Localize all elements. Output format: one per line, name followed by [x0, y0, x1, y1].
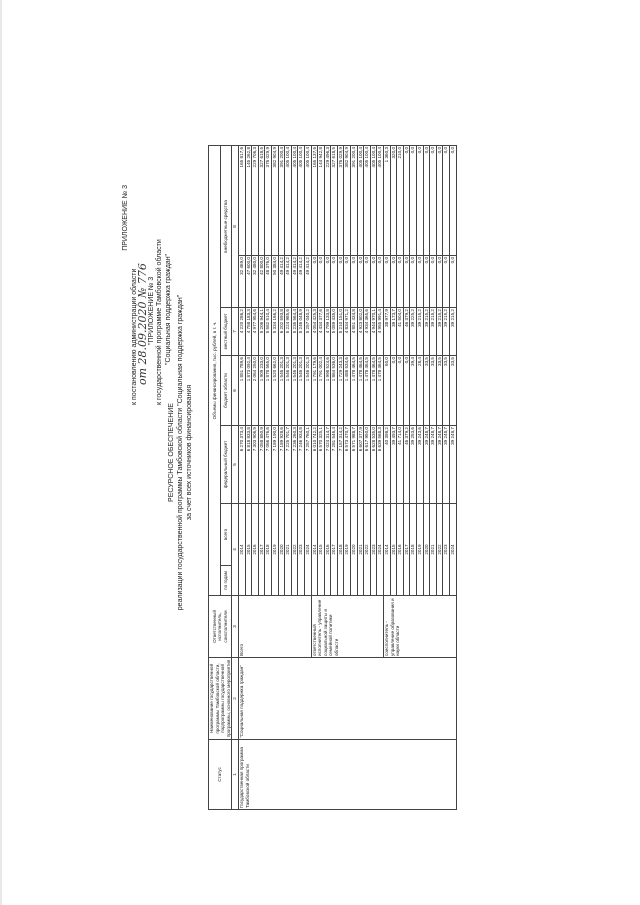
regional-cell: 5 257 040,2 — [304, 308, 311, 356]
appendix-line1: ПРИЛОЖЕНИЕ № 3 — [122, 185, 129, 251]
total-cell: 7 246 934,8 — [298, 426, 305, 504]
year-cell: 2015 — [318, 504, 325, 596]
regional-cell: 4 851 434,8 — [351, 308, 358, 356]
total-cell: 6 571 988,7 — [351, 426, 358, 504]
local-cell: 0,0 — [364, 256, 371, 308]
regional-cell: 5 235 564,4 — [291, 308, 298, 356]
regional-cell: 39 215,2 — [436, 308, 443, 356]
offbudget-cell: 376 029,9 — [265, 146, 272, 256]
appendix-line3: "ПРИЛОЖЕНИЕ № 3 — [147, 276, 155, 345]
year-cell: 2019 — [271, 504, 278, 596]
federal-cell: 1 873 092,4 — [245, 356, 252, 426]
year-cell: 2020 — [351, 504, 358, 596]
offbudget-cell: 0,0 — [430, 146, 437, 256]
offbudget-cell: 391 200,4 — [278, 146, 285, 256]
local-cell: 47 600,0 — [245, 256, 252, 308]
federal-cell: 1 791 002,4 — [318, 356, 325, 426]
col-regional: бюджет области — [220, 356, 232, 426]
regional-cell: 5 089 435,0 — [331, 308, 338, 356]
regional-cell: 39 215,2 — [443, 308, 450, 356]
federal-cell: 33,5 — [436, 356, 443, 426]
appendix-line2: к постановлению администрации области — [130, 268, 138, 405]
federal-cell: 1 909 233,0 — [258, 356, 265, 426]
offbudget-cell: 0,0 — [449, 146, 456, 256]
regional-cell: 38 977,9 — [384, 308, 391, 356]
executor-cell: Всего — [238, 596, 311, 658]
offbudget-cell: 327 618,5 — [331, 146, 338, 256]
total-cell: 39 248,7 — [443, 426, 450, 504]
offbudget-cell: 145 262,8 — [245, 146, 252, 256]
local-cell: 0,0 — [311, 256, 318, 308]
colnum: 1 — [232, 740, 239, 810]
local-cell: 0,0 — [337, 256, 344, 308]
federal-cell: 1 864 536,0 — [331, 356, 338, 426]
local-cell: 0,0 — [423, 256, 430, 308]
year-cell: 2019 — [344, 504, 351, 596]
regional-cell: 4 955 991,4 — [377, 308, 384, 356]
year-cell: 2022 — [364, 504, 371, 596]
doc-subtitle-2: за счет всех источников финансирования — [186, 384, 193, 521]
year-cell: 2017 — [403, 504, 410, 596]
year-cell: 2016 — [252, 504, 259, 596]
federal-cell: 33,5 — [449, 356, 456, 426]
total-cell: 7 189 928,6 — [278, 426, 285, 504]
offbudget-cell: 0,0 — [410, 146, 417, 256]
total-cell: 41 714,0 — [397, 426, 404, 504]
offbudget-cell: 1 360,3 — [384, 146, 391, 256]
year-cell: 2018 — [265, 504, 272, 596]
offbudget-cell: 0,0 — [423, 146, 430, 256]
offbudget-cell: 210,0 — [397, 146, 404, 256]
total-cell: 6 607 377,9 — [357, 426, 364, 504]
offbudget-cell: 0,0 — [436, 146, 443, 256]
year-cell: 2018 — [337, 504, 344, 596]
regional-cell: 41 504,0 — [397, 308, 404, 356]
offbudget-cell: 0,0 — [417, 146, 424, 256]
federal-cell: 1 546 201,3 — [298, 356, 305, 426]
year-cell: 2015 — [245, 504, 252, 596]
federal-cell: 60,0 — [384, 356, 391, 426]
year-cell: 2024 — [449, 504, 456, 596]
federal-cell: 1 998 524,6 — [324, 356, 331, 426]
local-cell: 0,0 — [377, 256, 384, 308]
local-cell: 0,0 — [331, 256, 338, 308]
regional-cell: 46 379,2 — [403, 308, 410, 356]
local-cell: 49 414,2 — [298, 256, 305, 308]
regional-cell: 4 923 802,0 — [357, 308, 364, 356]
total-cell: 46 379,2 — [403, 426, 410, 504]
federal-cell: 1 478 464,5 — [364, 356, 371, 426]
federal-cell: 1 878 565,0 — [265, 356, 272, 426]
total-cell: 6 270 373,4 — [238, 426, 245, 504]
federal-cell: 1 478 464,5 — [357, 356, 364, 426]
offbudget-cell: 405 100,4 — [370, 146, 377, 256]
regional-cell: 4 977 954,6 — [252, 308, 259, 356]
offbudget-cell: 405 100,4 — [357, 146, 364, 256]
federal-cell: 2 064 250,0 — [252, 356, 259, 426]
local-cell: 49 414,2 — [285, 256, 292, 308]
local-cell: 0,0 — [417, 256, 424, 308]
colnum: 7 — [232, 308, 239, 356]
regional-cell: 39 215,2 — [449, 308, 456, 356]
offbudget-cell: 405 100,4 — [291, 146, 298, 256]
year-cell: 2022 — [436, 504, 443, 596]
local-cell: 50 384,0 — [271, 256, 278, 308]
year-cell: 2021 — [285, 504, 292, 596]
year-cell: 2024 — [377, 504, 384, 596]
regional-cell: 4 054 425,3 — [311, 308, 318, 356]
federal-cell: 0,0 — [390, 356, 397, 426]
offbudget-cell: 165 817,6 — [238, 146, 245, 256]
table-row — [238, 146, 245, 810]
col-by-years: по годам — [220, 566, 232, 596]
total-cell: 39 248,7 — [436, 426, 443, 504]
table-body — [238, 146, 456, 810]
year-cell: 2019 — [417, 504, 424, 596]
doc-title: РЕСУРСНОЕ ОБЕСПЕЧЕНИЕ — [168, 403, 175, 502]
handwritten-date-number: от 28.09.2020 № 776 — [136, 263, 149, 385]
local-cell: 0,0 — [443, 256, 450, 308]
total-cell: 39 253,6 — [410, 426, 417, 504]
offbudget-cell: 382 904,9 — [271, 146, 278, 256]
doc-subtitle: реализации государственной программы Тамбовской области "Социальная поддержка граждан" — [177, 294, 184, 611]
year-cell: 2020 — [278, 504, 285, 596]
total-cell: 39 243,6 — [417, 426, 424, 504]
col-local: местный бюджет — [220, 308, 232, 356]
federal-cell: 28,4 — [417, 356, 424, 426]
total-cell: 39 493,7 — [390, 426, 397, 504]
year-cell: 2021 — [430, 504, 437, 596]
year-cell: 2017 — [258, 504, 265, 596]
offbudget-cell: 165 137,6 — [311, 146, 318, 256]
total-cell: 7 257 760,1 — [304, 426, 311, 504]
executor-cell: ответственный исполнитель - управление социальной защиты и семейной политики области — [311, 596, 384, 658]
regional-cell: 4 758 183,3 — [245, 308, 252, 356]
regional-cell: 4 220 286,2 — [238, 308, 245, 356]
regional-cell: 4 799 133,8 — [324, 308, 331, 356]
offbudget-cell: 405 100,4 — [304, 146, 311, 256]
federal-cell: 1 488 534,6 — [344, 356, 351, 426]
regional-cell: 39 225,2 — [410, 308, 417, 356]
federal-cell: 1 546 201,3 — [285, 356, 292, 426]
colnum: 3 — [232, 596, 239, 658]
regional-cell: 4 944 970,1 — [370, 308, 377, 356]
local-cell: 32 480,0 — [252, 256, 259, 308]
federal-cell: 39,4 — [410, 356, 417, 426]
local-cell: 0,0 — [436, 256, 443, 308]
year-cell: 2015 — [390, 504, 397, 596]
year-cell: 2017 — [331, 504, 338, 596]
total-cell: 7 225 701,7 — [285, 426, 292, 504]
regional-cell: 39 215,2 — [417, 308, 424, 356]
total-cell: 39 248,7 — [423, 426, 430, 504]
federal-cell: 0,0 — [403, 356, 410, 426]
total-cell: 6 639 568,3 — [377, 426, 384, 504]
resource-table — [208, 145, 457, 810]
local-cell: 0,0 — [410, 256, 417, 308]
local-cell: 0,0 — [318, 256, 325, 308]
total-cell: 6 570 325,1 — [318, 426, 325, 504]
year-cell: 2024 — [304, 504, 311, 596]
colnum: 4 — [232, 504, 239, 596]
executor-cell: соисполнитель - управление образования и науки области — [384, 596, 457, 658]
total-cell: 6 010 742,2 — [311, 426, 318, 504]
year-cell: 2014 — [384, 504, 391, 596]
appendix-header — [122, 175, 173, 405]
col-volumes: Объемы финансирования, тыс. рублей, в т. ч. — [209, 146, 221, 596]
regional-cell: 5 334 166,2 — [271, 308, 278, 356]
regional-cell: 5 246 048,9 — [298, 308, 305, 356]
local-cell: 49 414,2 — [304, 256, 311, 308]
col-executor: Ответственный исполнитель, соисполнители — [209, 596, 232, 658]
local-cell: 32 469,0 — [238, 256, 245, 308]
offbudget-cell: 405 100,4 — [285, 146, 292, 256]
offbudget-cell: 405 100,4 — [377, 146, 384, 256]
regional-cell: 39 215,2 — [430, 308, 437, 356]
regional-cell: 4 834 971,2 — [344, 308, 351, 356]
year-cell: 2023 — [370, 504, 377, 596]
total-cell: 40 398,2 — [384, 426, 391, 504]
status-cell: Государственная программа Тамбовской области — [238, 740, 456, 810]
year-cell: 2014 — [311, 504, 318, 596]
regional-cell: 4 434 377,6 — [318, 308, 325, 356]
col-federal: федеральный бюджет — [220, 426, 232, 504]
year-cell: 2023 — [298, 504, 305, 596]
local-cell: 48 376,0 — [265, 256, 272, 308]
federal-cell: 1 478 464,5 — [377, 356, 384, 426]
federal-cell: 1 478 464,5 — [351, 356, 358, 426]
offbudget-cell: 229 496,3 — [324, 146, 331, 256]
offbudget-cell: 327 618,5 — [258, 146, 265, 256]
local-cell: 0,0 — [449, 256, 456, 308]
offbudget-cell: 391 200,4 — [351, 146, 358, 256]
colnum: 8 — [232, 146, 239, 308]
year-cell: 2016 — [324, 504, 331, 596]
offbudget-cell: 405 100,4 — [364, 146, 371, 256]
federal-cell: 1 520 662,0 — [271, 356, 278, 426]
offbudget-cell: 382 904,9 — [344, 146, 351, 256]
year-cell: 2022 — [291, 504, 298, 596]
offbudget-cell: 229 706,3 — [252, 146, 259, 256]
local-cell: 0,0 — [370, 256, 377, 308]
offbudget-cell: 0,0 — [443, 146, 450, 256]
total-cell: 7 058 850,9 — [258, 426, 265, 504]
offbudget-cell: 0,0 — [403, 146, 410, 256]
regional-cell: 4 934 365,6 — [364, 308, 371, 356]
local-cell: 0,0 — [357, 256, 364, 308]
year-cell: 2021 — [357, 504, 364, 596]
offbudget-cell: 144 942,8 — [318, 146, 325, 256]
federal-cell: 33,5 — [443, 356, 450, 426]
regional-cell: 5 206 944,1 — [258, 308, 265, 356]
local-cell: 0,0 — [384, 256, 391, 308]
year-cell: 2016 — [397, 504, 404, 596]
year-cell: 2020 — [423, 504, 430, 596]
regional-cell: 5 224 985,6 — [285, 308, 292, 356]
federal-cell: 1 478 464,5 — [370, 356, 377, 426]
federal-cell: 0,0 — [397, 356, 404, 426]
local-cell: 49 414,2 — [291, 256, 298, 308]
regional-cell: 5 582 510,4 — [265, 308, 272, 356]
federal-cell: 33,5 — [430, 356, 437, 426]
federal-cell: 33,5 — [423, 356, 430, 426]
federal-cell: 1 546 201,3 — [291, 356, 298, 426]
local-cell: 0,0 — [324, 256, 331, 308]
year-cell: 2023 — [443, 504, 450, 596]
program-name-cell: "Социальная поддержка граждан" — [238, 658, 456, 740]
colnum: 6 — [232, 356, 239, 426]
total-cell: 7 066 476,6 — [265, 426, 272, 504]
federal-cell: 1 729 243,3 — [337, 356, 344, 426]
federal-cell: 1 791 179,6 — [311, 356, 318, 426]
regional-cell: 39 215,2 — [423, 308, 430, 356]
colnum: 2 — [232, 658, 239, 740]
regional-cell: 5 210 151,0 — [337, 308, 344, 356]
local-cell: 0,0 — [397, 256, 404, 308]
appendix-line5: "Социальная поддержка граждан" — [164, 253, 172, 365]
col-name: Наименование государственной программы Тамбовской области, подпрограммы государственной программы, основного мероприятия — [209, 658, 232, 740]
year-cell: 2014 — [238, 504, 245, 596]
col-total: всего — [220, 504, 232, 566]
local-cell: 0,0 — [390, 256, 397, 308]
local-cell: 49 414,2 — [278, 256, 285, 308]
offbudget-cell: 320,0 — [390, 146, 397, 256]
local-cell: 42 800,0 — [258, 256, 265, 308]
colnum: 5 — [232, 426, 239, 504]
col-offbudget: внебюджетные средства — [220, 146, 232, 308]
regional-cell: 6 202 593,8 — [278, 308, 285, 356]
total-cell: 39 248,7 — [449, 426, 456, 504]
total-cell: 6 617 950,0 — [364, 426, 371, 504]
total-cell: 7 157 314,2 — [337, 426, 344, 504]
total-cell: 7 281 546,4 — [331, 426, 338, 504]
local-cell: 0,0 — [351, 256, 358, 308]
regional-cell: 39 173,7 — [390, 308, 397, 356]
total-cell: 7 024 314,7 — [324, 426, 331, 504]
federal-cell: 1 546 201,3 — [304, 356, 311, 426]
total-cell: 7 236 260,3 — [291, 426, 298, 504]
total-cell: 39 248,7 — [430, 426, 437, 504]
total-cell: 6 573 470,7 — [344, 426, 351, 504]
federal-cell: 1 546 201,3 — [278, 356, 285, 426]
col-status: Статус — [209, 740, 232, 810]
offbudget-cell: 405 100,4 — [298, 146, 305, 256]
appendix-line4: к государственной программе Тамбовской области — [156, 239, 163, 405]
total-cell: 7 189 190,0 — [271, 426, 278, 504]
total-cell: 6 628 535,0 — [370, 426, 377, 504]
local-cell: 0,0 — [403, 256, 410, 308]
federal-cell: 1 851 789,6 — [238, 356, 245, 426]
total-cell: 6 818 833,8 — [245, 426, 252, 504]
local-cell: 0,0 — [430, 256, 437, 308]
offbudget-cell: 376 029,9 — [337, 146, 344, 256]
total-cell: 7 303 906,9 — [252, 426, 259, 504]
local-cell: 0,0 — [344, 256, 351, 308]
year-cell: 2018 — [410, 504, 417, 596]
